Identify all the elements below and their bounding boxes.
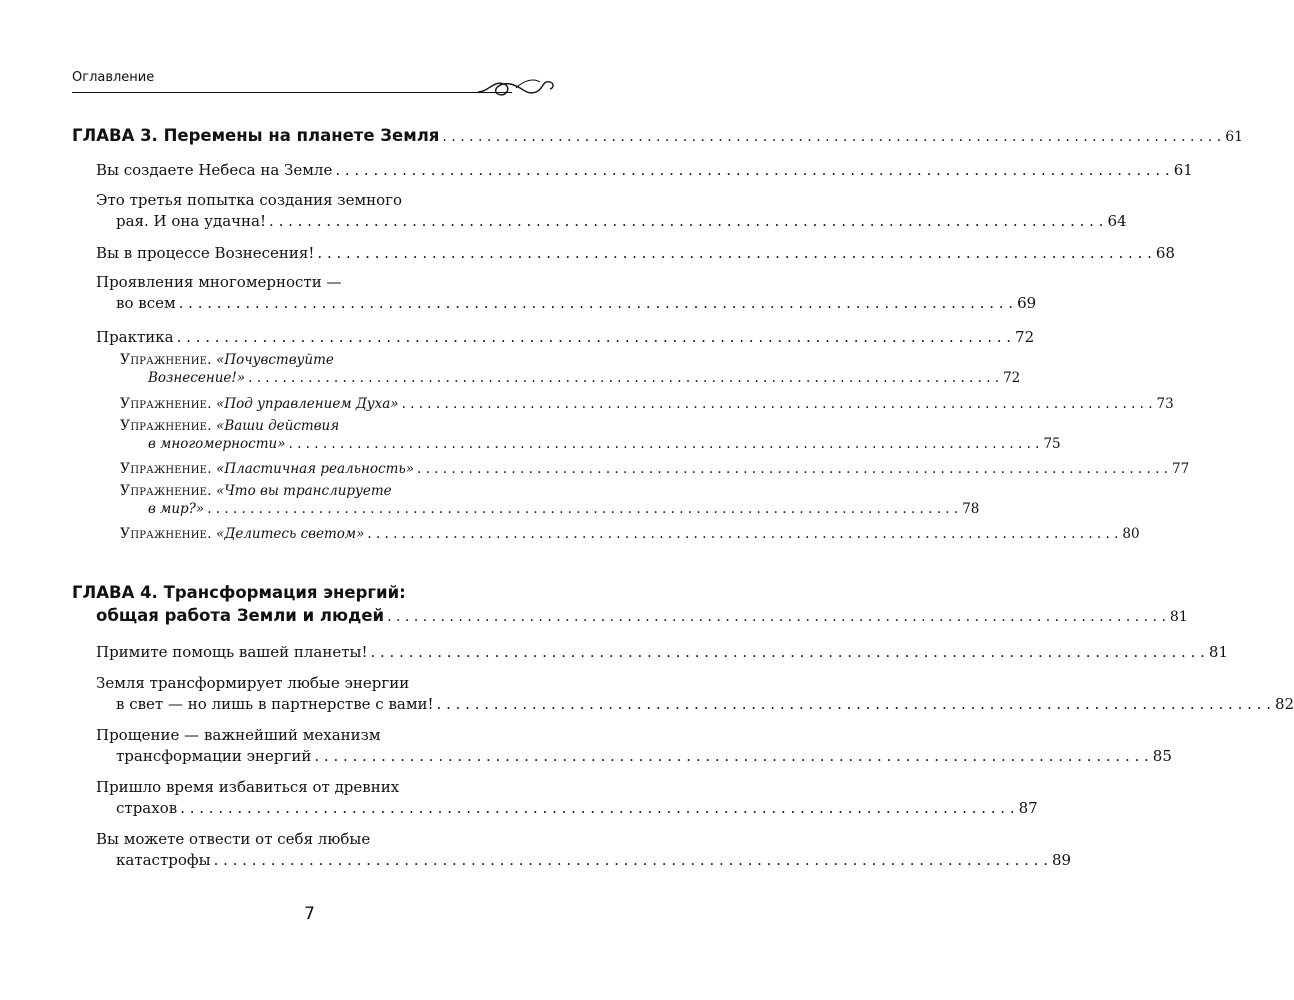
toc-entry[interactable] (72, 273, 1037, 312)
toc-entry[interactable] (72, 191, 1127, 230)
page-number: 61 (1225, 129, 1244, 145)
exercise-title-cont: в многомерности» (148, 436, 286, 452)
exercise-entry[interactable] (72, 526, 1140, 542)
exercise-title: «Ваши действия (216, 418, 340, 434)
exercise-label: Упражнение. (120, 526, 212, 542)
entry-title: Это третья попытка создания земного (96, 191, 403, 209)
page-number: 81 (1208, 643, 1228, 661)
page-number: 75 (1043, 436, 1061, 452)
exercise-label: Упражнение. (120, 483, 212, 499)
entry-title: Вы в процессе Вознесения! (96, 244, 315, 262)
entry-title: Примите помощь вашей планеты! (96, 643, 368, 661)
exercise-title: «Что вы транслируете (216, 483, 392, 499)
page-number: 78 (962, 501, 980, 517)
chapter-title-cont: общая работа Земли и людей (96, 606, 385, 625)
chapter-3-heading[interactable] (72, 126, 1244, 145)
page-number: 82 (1274, 695, 1294, 713)
page-number: 72 (1015, 328, 1035, 346)
exercise-label: Упражнение. (120, 352, 212, 368)
exercise-title: «Пластичная реальность» (216, 461, 415, 477)
exercise-label: Упражнение. (120, 418, 212, 434)
entry-title-cont: трансформации энергий (116, 747, 312, 765)
page-number: 72 (1003, 370, 1021, 386)
flourish-ornament-icon (476, 70, 556, 106)
header-rule (72, 92, 512, 93)
page-number: 89 (1052, 851, 1072, 869)
page-number: 81 (1169, 609, 1188, 625)
entry-title: Прощение — важнейший механизм (96, 726, 381, 744)
entry-title-cont: рая. И она удачна! (116, 212, 267, 230)
page-number: 64 (1107, 212, 1127, 230)
chapter-title: ГЛАВА 4. Трансформация энергий: (72, 583, 406, 602)
entry-title: Земля трансформирует любые энергии (96, 674, 410, 692)
chapter-title: ГЛАВА 3. Перемены на планете Земля (72, 126, 440, 145)
exercise-entry[interactable] (72, 396, 1174, 412)
toc-entry[interactable] (72, 674, 1294, 713)
entry-title: Вы можете отвести от себя любые (96, 830, 371, 848)
toc-entry[interactable] (72, 726, 1172, 765)
page-number: 68 (1155, 244, 1175, 262)
page-folio: 7 (304, 904, 315, 924)
toc-entry[interactable] (72, 161, 1193, 179)
toc-entry[interactable] (72, 244, 1175, 262)
chapter-4-heading[interactable] (72, 583, 1188, 625)
exercise-entry[interactable] (72, 461, 1190, 477)
exercise-title: «Почувствуйте (216, 352, 334, 368)
entry-title: Практика (96, 328, 174, 346)
entry-title-cont: катастрофы (116, 851, 211, 869)
exercise-entry[interactable] (72, 352, 1021, 386)
page-number: 61 (1173, 161, 1193, 179)
exercise-label: Упражнение. (120, 461, 212, 477)
entry-title-cont: в свет — но лишь в партнерстве с вами! (116, 695, 434, 713)
exercise-label: Упражнение. (120, 396, 212, 412)
exercise-entry[interactable] (72, 483, 980, 517)
page-number: 80 (1122, 526, 1140, 542)
exercise-title: «Делитесь светом» (216, 526, 365, 542)
exercise-title: «Под управлением Духа» (216, 396, 399, 412)
page-number: 87 (1018, 799, 1038, 817)
page-number: 85 (1152, 747, 1172, 765)
entry-title-cont: во всем (116, 294, 176, 312)
exercise-title-cont: в мир?» (148, 501, 205, 517)
page-number: 73 (1156, 396, 1174, 412)
toc-entry[interactable] (72, 328, 1035, 346)
toc-entry[interactable] (72, 830, 1072, 869)
exercise-title-cont: Вознесение!» (148, 370, 246, 386)
toc-entry[interactable] (72, 643, 1228, 661)
page-number: 69 (1017, 294, 1037, 312)
toc-entry[interactable] (72, 778, 1038, 817)
exercise-entry[interactable] (72, 418, 1061, 452)
entry-title-cont: страхов (116, 799, 178, 817)
entry-title: Проявления многомерности — (96, 273, 342, 291)
entry-title: Вы создаете Небеса на Земле (96, 161, 333, 179)
page-number: 77 (1172, 461, 1190, 477)
running-title: Оглавление (72, 70, 155, 85)
entry-title: Пришло время избавиться от древних (96, 778, 400, 796)
